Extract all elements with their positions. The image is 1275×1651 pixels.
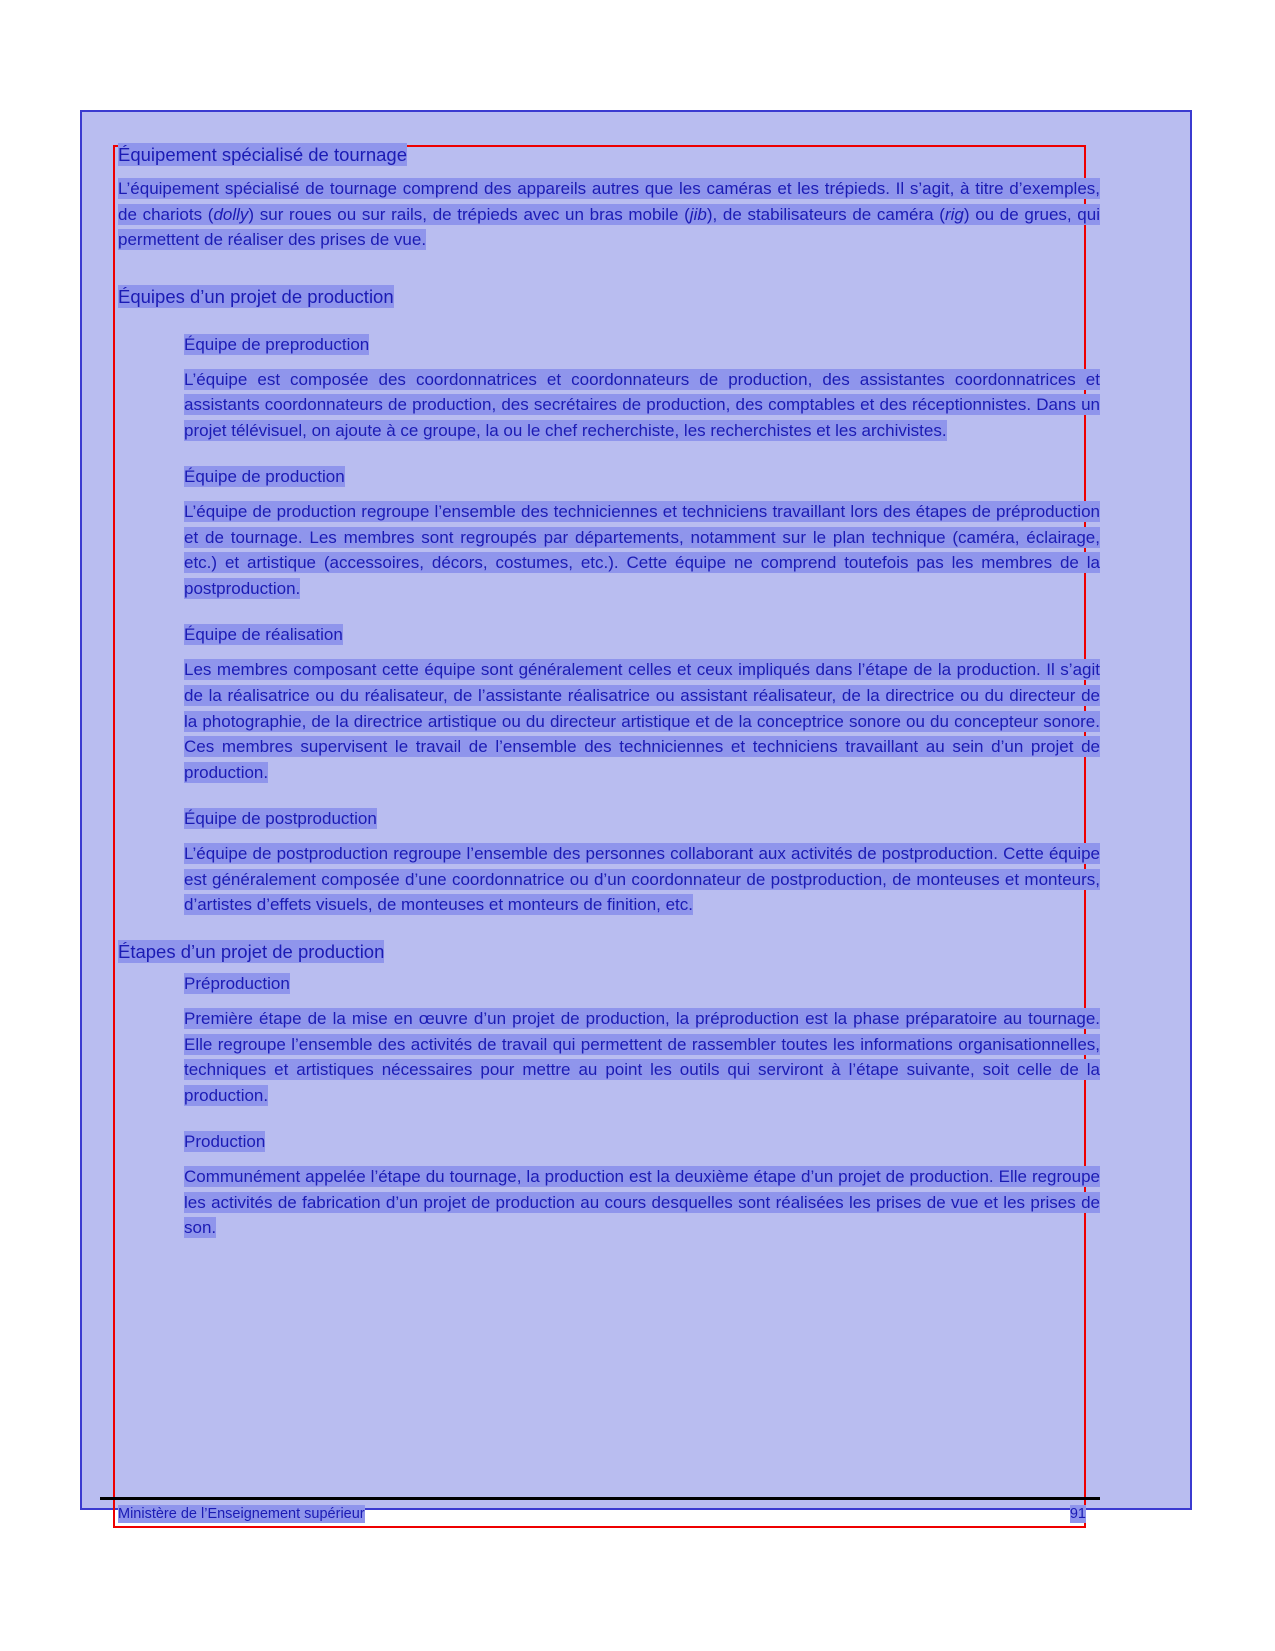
term-dolly: dolly: [213, 204, 249, 224]
paragraph-equipe-postproduction: L’équipe de postproduction regroupe l’ensemble des personnes collaborant aux activités de postproduction. Cette équipe est généralement composée d’une coordonnatrice ou d’un coordonnateur de postproduction, de monteuses et monteurs, d’artistes d’effets visuels, de monteuses et monteurs de finition, etc.: [184, 843, 1100, 915]
paragraph-equipe-production: L’équipe de production regroupe l’ensemble des techniciennes et techniciens travaillant lors des étapes de préproduction et de tournage. Les membres sont regroupés par départements, notamment sur le plan technique (caméra, éclairage, etc.) et artistique (accessoires, décors, costumes, etc.). Cette équipe ne comprend toutefois pas les membres de la postproduction.: [184, 501, 1100, 599]
page-footer: [118, 1505, 1086, 1523]
section-heading-equipes-projet-production: Équipes d’un projet de production: [118, 286, 394, 308]
subsection-heading-equipe-postproduction: Équipe de postproduction: [184, 809, 377, 829]
document-content: [118, 143, 1100, 1503]
subsection-heading-preproduction: Préproduction: [184, 973, 290, 993]
paragraph-equipe-preproduction: L’équipe est composée des coordonnatrices et coordonnateurs de production, des assistantes coordonnatrices et assistants coordonnateurs de production, des secrétaires de production, des comptables et des réceptionnistes. Dans un projet télévisuel, on ajoute à ce groupe, la ou le chef recherchiste, les recherchistes et les archivistes.: [184, 369, 1100, 441]
subsection-heading-production: Production: [184, 1131, 266, 1151]
paragraph-equipe-realisation: Les membres composant cette équipe sont généralement celles et ceux impliqués dans l’étape de la production. Il s’agit de la réalisatrice ou du réalisateur, de l’assistante réalisatrice ou assistant réalisateur, de la directrice ou du directeur de la photographie, de la directrice artistique ou du directeur artistique et de la conceptrice sonore ou du concepteur sonore. Ces membres supervisent le travail de l’ensemble des techniciennes et techniciens travaillant au sein d’un projet de production.: [184, 659, 1100, 783]
subsection-heading-equipe-production: Équipe de production: [184, 467, 345, 487]
section-heading-etapes-projet-production: Étapes d’un projet de production: [118, 941, 385, 963]
section-heading-equipement-specialise: Équipement spécialisé de tournage: [118, 144, 407, 165]
footer-organization: Ministère de l’Enseignement supérieur: [118, 1506, 365, 1522]
footer-page-number: 91: [1069, 1506, 1086, 1522]
term-jib: jib: [689, 204, 707, 224]
paragraph-production: Communément appelée l’étape du tournage, la production est la deuxième étape d’un projet de production. Elle regroupe les activités de fabrication d’un projet de production au cours desquelles sont réalisées les prises de vue et les prises de son.: [184, 1166, 1100, 1238]
subsection-heading-equipe-realisation: Équipe de réalisation: [184, 625, 343, 645]
paragraph-equipement-specialise: L’équipement spécialisé de tournage comprend des appareils autres que les caméras et les trépieds. Il s’agit, à titre d’exemples, de chariots (dolly) sur roues ou sur rails, de trépieds avec un bras mobile (jib), de stabilisateurs de caméra (rig) ou de grues, qui permettent de réaliser des prises de vue.: [118, 178, 1100, 250]
paragraph-preproduction: Première étape de la mise en œuvre d’un projet de production, la préproduction est la phase préparatoire au tournage. Elle regroupe l’ensemble des activités de travail qui permettent de rassembler toutes les informations organisationnelles, techniques et artistiques nécessaires pour mettre au point les outils qui serviront à l’étape suivante, soit celle de la production.: [184, 1008, 1100, 1106]
subsection-heading-equipe-preproduction: Équipe de preproduction: [184, 334, 370, 354]
term-rig: rig: [944, 204, 964, 224]
footer-divider: [100, 1497, 1100, 1500]
